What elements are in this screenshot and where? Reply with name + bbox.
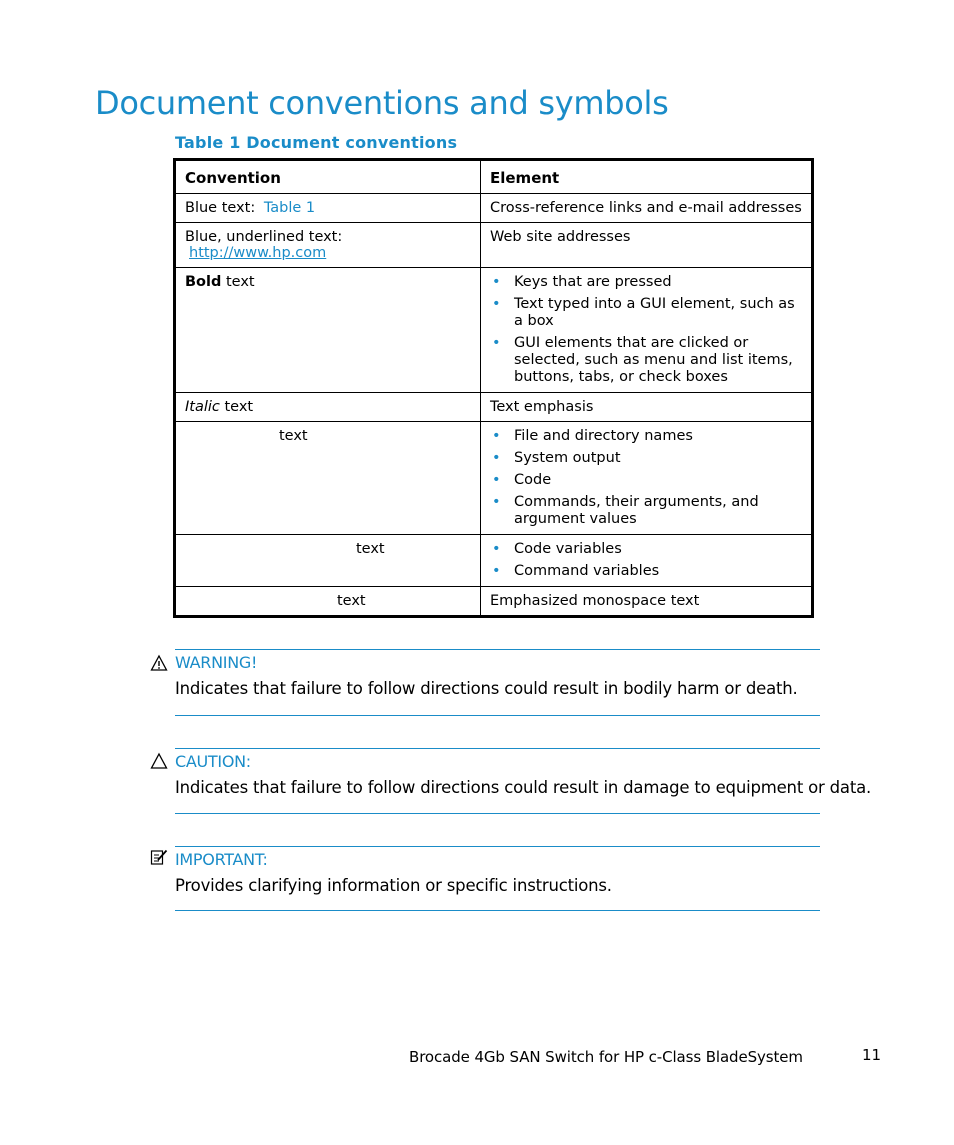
convention-suffix: text [356, 541, 385, 557]
notice-rule-top [175, 748, 820, 749]
convention-cell [175, 587, 481, 617]
table-header-row [175, 160, 813, 194]
notice-rule-bottom [175, 813, 820, 814]
important-icon [150, 848, 168, 866]
list-item: • Code variables [490, 541, 803, 558]
table-row [175, 587, 813, 617]
convention-prefix: Blue text: [185, 200, 256, 216]
list-item: • File and directory names [490, 428, 803, 445]
warning-notice [145, 649, 820, 717]
convention-prefix: Blue, underlined text: [185, 229, 343, 245]
convention-cell [175, 268, 481, 393]
warning-label: WARNING! [175, 653, 258, 672]
important-text: Provides clarifying information or specific instructions. [175, 876, 612, 895]
page-number: 11 [862, 1046, 882, 1064]
header-element: Element [481, 160, 813, 194]
italic-word: Italic [185, 399, 220, 415]
notice-rule-bottom [175, 910, 820, 911]
convention-suffix: text [224, 399, 254, 415]
warning-icon [150, 654, 168, 672]
page-title: Document conventions and symbols [95, 84, 669, 122]
list-item: • GUI elements that are clicked or selected, such as menu and list items, buttons, tabs, or check boxes [490, 335, 803, 386]
footer-title: Brocade 4Gb SAN Switch for HP c-Class BladeSystem [409, 1048, 803, 1066]
table-row [175, 223, 813, 268]
convention-cell [175, 194, 481, 223]
element-cell: Text emphasis [481, 393, 813, 422]
header-convention: Convention [175, 160, 481, 194]
important-label: IMPORTANT: [175, 850, 268, 869]
notice-rule-top [175, 846, 820, 847]
table-row [175, 393, 813, 422]
convention-suffix: text [337, 593, 366, 609]
bullet-list [490, 428, 803, 528]
list-item: • Keys that are pressed [490, 274, 803, 291]
hp-website-link[interactable]: http://www.hp.com [189, 245, 327, 261]
bold-word: Bold [185, 274, 222, 290]
table-row [175, 535, 813, 587]
conventions-table [173, 158, 814, 618]
convention-cell [175, 422, 481, 535]
convention-suffix: text [225, 274, 255, 290]
element-cell [481, 535, 813, 587]
cross-reference-link[interactable]: Table 1 [263, 200, 316, 216]
bullet-list [490, 274, 803, 386]
element-cell: Emphasized monospace text [481, 587, 813, 617]
table-row [175, 422, 813, 535]
element-cell: Cross-reference links and e-mail addresses [481, 194, 813, 223]
caution-text: Indicates that failure to follow directions could result in damage to equipment or data. [175, 778, 872, 797]
list-item: • Command variables [490, 563, 803, 580]
caution-label: CAUTION: [175, 752, 251, 771]
table-caption: Table 1 Document conventions [175, 133, 458, 152]
important-notice [145, 846, 820, 914]
table-row [175, 194, 813, 223]
list-item: • Code [490, 472, 803, 489]
warning-text: Indicates that failure to follow directions could result in bodily harm or death. [175, 679, 798, 698]
element-cell [481, 422, 813, 535]
list-item: • Text typed into a GUI element, such as a box [490, 296, 803, 330]
notice-rule-top [175, 649, 820, 650]
list-item: • System output [490, 450, 803, 467]
convention-cell [175, 535, 481, 587]
list-item: • Commands, their arguments, and argument values [490, 494, 803, 528]
element-cell [481, 268, 813, 393]
convention-cell [175, 393, 481, 422]
element-cell: Web site addresses [481, 223, 813, 268]
table-row [175, 268, 813, 393]
caution-notice [145, 748, 872, 816]
convention-suffix: text [279, 428, 308, 444]
convention-cell [175, 223, 481, 268]
caution-icon [150, 752, 168, 770]
bullet-list [490, 541, 803, 580]
notice-rule-bottom [175, 715, 820, 716]
